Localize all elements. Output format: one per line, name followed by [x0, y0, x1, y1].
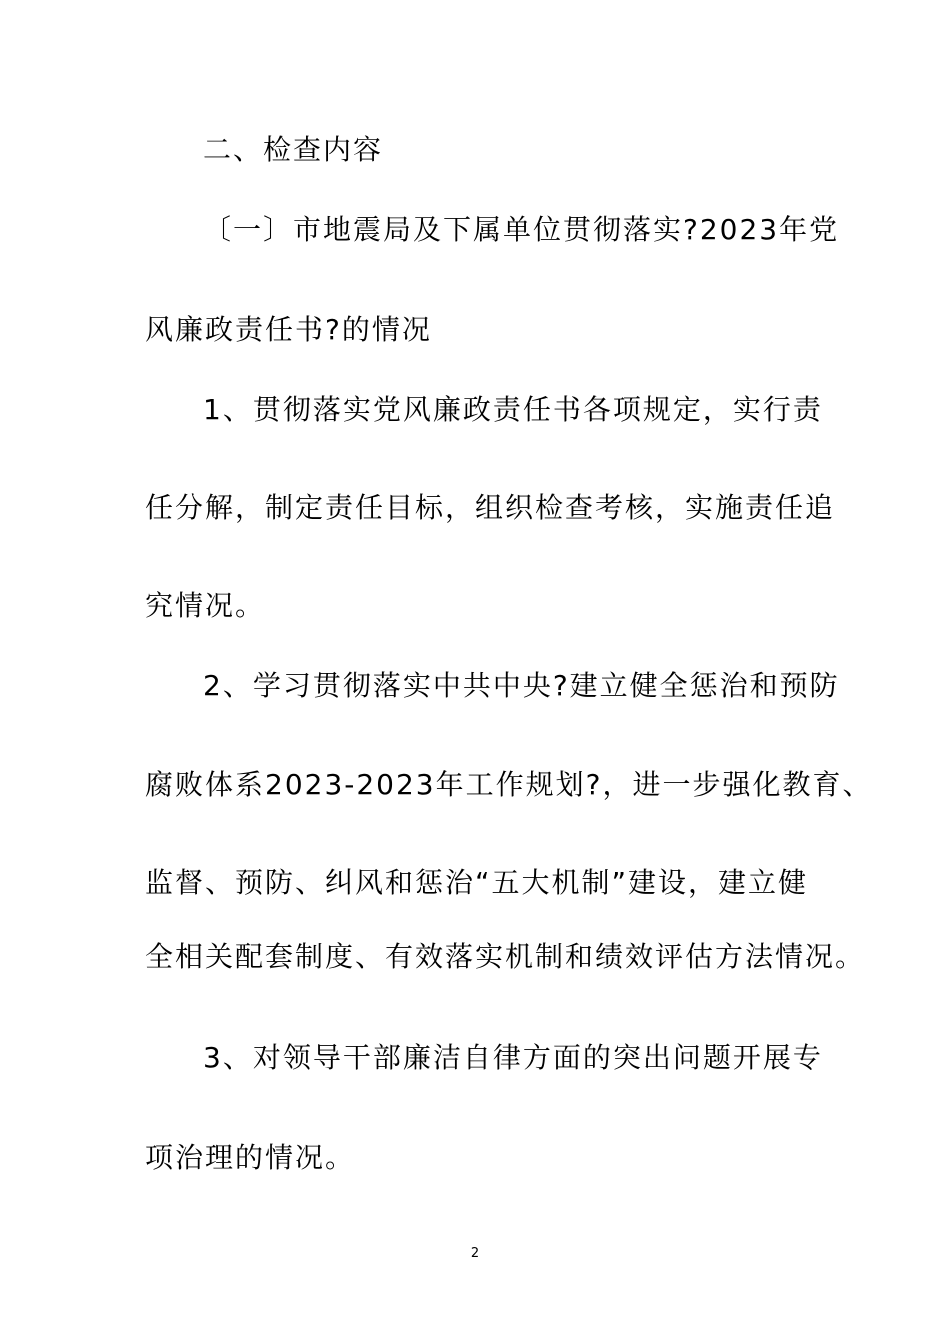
- paragraph-line: 任分解，制定责任目标，组织检查考核，实施责任追: [145, 491, 836, 524]
- paragraph-line: 风廉政责任书?的情况: [145, 313, 432, 346]
- paragraph-line: 全相关配套制度、有效落实机制和绩效评估方法情况。: [145, 940, 866, 973]
- paragraph-line: 2、学习贯彻落实中共中央?建立健全惩治和预防: [203, 669, 840, 702]
- paragraph-line: 究情况。: [145, 589, 266, 622]
- paragraph-line: 监督、预防、纠风和惩治“五大机制”建设，建立健: [145, 866, 809, 899]
- paragraph-line: 〔一〕市地震局及下属单位贯彻落实?2023年党: [203, 213, 840, 246]
- paragraph-line: 项治理的情况。: [145, 1141, 356, 1174]
- page-number: 2: [470, 1246, 480, 1261]
- paragraph-line: 3、对领导干部廉洁自律方面的突出问题开展专: [203, 1041, 823, 1074]
- paragraph-line: 腐败体系2023-2023年工作规划?，进一步强化教育、: [145, 768, 873, 801]
- section-heading: 二、检查内容: [203, 133, 384, 166]
- paragraph-line: 1、贯彻落实党风廉政责任书各项规定，实行责: [203, 393, 823, 426]
